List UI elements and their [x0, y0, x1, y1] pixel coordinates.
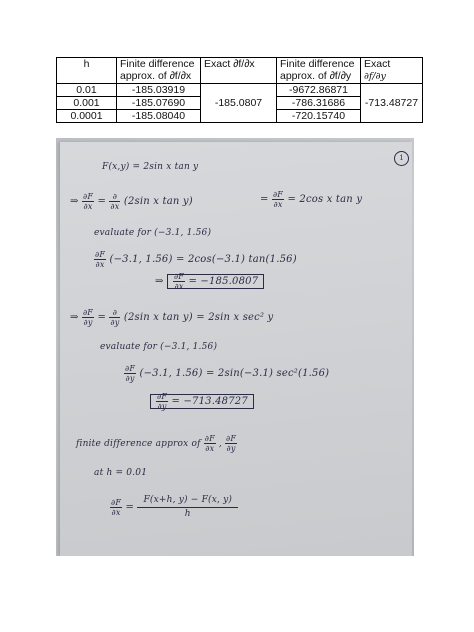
header-fd-y: Finite difference approx. of ∂f/∂y — [277, 58, 361, 84]
cell-fd-x: -185.08040 — [117, 110, 201, 123]
function-definition: F(x,y) = 2sin x tan y — [102, 162, 199, 172]
cell-exact-y: -713.48727 — [361, 84, 423, 123]
cell-fd-x: -185.07690 — [117, 97, 201, 110]
evaluation-x: $\frac{\partial F}{\partial x}$ (−3.1, 1.56) = 2cos(−3.1) tan(1.56) — [95, 250, 297, 269]
header-exact-x: Exact ∂f/∂x — [201, 58, 277, 84]
results-table — [56, 57, 423, 123]
cell-fd-y: -9672.86871 — [277, 84, 361, 97]
notes-sheet — [60, 142, 412, 556]
cell-fd-y: -720.15740 — [277, 110, 361, 123]
evaluation-y: $\frac{\partial F}{\partial y}$ (−3.1, 1.56) = 2sin(−3.1) sec²(1.56) — [125, 364, 330, 383]
page-number: 1 — [394, 151, 409, 166]
result-x: ⇒ $\frac{\partial F}{\partial x}$ = −185.0807 — [155, 272, 264, 291]
derivative-y: ⇒ $\frac{\partial F}{\partial y}$ = $\frac{\partial}{\partial y}$ (2sin x tan y) = 2sin x sec² y — [70, 308, 274, 327]
finite-difference-formula: $\frac{\partial F}{\partial x}$ = $\frac{F(x+h, y) - F(x, y)}{h}$ — [110, 494, 238, 521]
derivative-x-result: = $\frac{\partial F}{\partial x}$ = 2cos x tan y — [260, 190, 363, 209]
cell-fd-y: -786.31686 — [277, 97, 361, 110]
cell-exact-x: -185.0807 — [201, 84, 277, 123]
table-header-row — [57, 58, 423, 84]
table-row — [57, 84, 423, 97]
cell-h: 0.01 — [57, 84, 117, 97]
header-h: h — [57, 58, 117, 84]
cell-h: 0.0001 — [57, 110, 117, 123]
result-y: $\frac{\partial F}{\partial y}$ = −713.48727 — [150, 392, 254, 411]
evaluate-label-x: evaluate for (−3.1, 1.56) — [94, 228, 212, 238]
finite-difference-label: finite difference approx of $\frac{\partial F}{\partial x}$ , $\frac{\partial F}{\partial y}$ — [76, 434, 237, 453]
evaluate-label-y: evaluate for (−3.1, 1.56) — [100, 342, 218, 352]
cell-fd-x: -185.03919 — [117, 84, 201, 97]
header-exact-y: Exact ∂f/∂y — [361, 58, 423, 84]
handwritten-notes-photo — [56, 138, 414, 556]
cell-h: 0.001 — [57, 97, 117, 110]
arrow: ⇒ $\frac{\partial F}{\partial x}$ = $\frac{\partial}{\partial x}$ (2sin x tan y) — [70, 192, 193, 211]
header-fd-x: Finite difference approx. of ∂f/∂x — [117, 58, 201, 84]
h-value-label: at h = 0.01 — [94, 468, 148, 478]
